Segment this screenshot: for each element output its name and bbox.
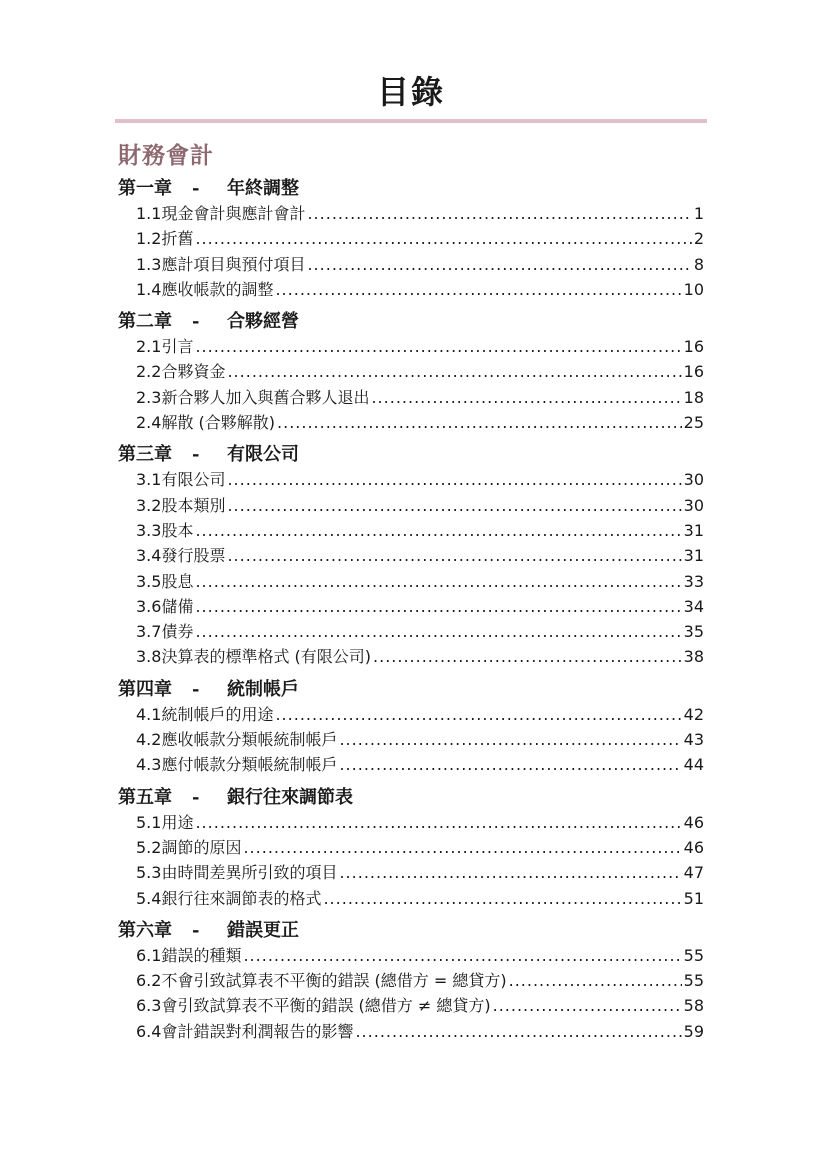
toc-entry[interactable] bbox=[118, 752, 704, 777]
dot-leader bbox=[195, 334, 681, 359]
entry-page-number: 47 bbox=[683, 863, 704, 883]
entry-number: 2.2 bbox=[136, 362, 162, 382]
entry-title: 債券 bbox=[161, 622, 194, 642]
chapter-heading bbox=[118, 919, 704, 943]
toc-entry[interactable] bbox=[118, 226, 704, 251]
toc-entry[interactable] bbox=[118, 993, 704, 1018]
dot-leader bbox=[493, 993, 682, 1018]
entry-page-number: 42 bbox=[683, 704, 704, 724]
entry-title: 決算表的標準格式 (有限公司) bbox=[161, 647, 372, 667]
entry-page-number: 35 bbox=[683, 622, 704, 642]
toc-entry[interactable] bbox=[118, 594, 704, 619]
entry-number: 4.3 bbox=[136, 755, 162, 775]
toc-entry[interactable] bbox=[118, 727, 704, 752]
toc-entry[interactable] bbox=[118, 277, 704, 302]
toc-entry[interactable] bbox=[118, 644, 704, 669]
entry-page-number: 31 bbox=[683, 546, 704, 566]
entry-title: 發行股票 bbox=[161, 546, 226, 566]
entry-number: 3.5 bbox=[136, 571, 162, 591]
entry-title: 股本類別 bbox=[161, 495, 226, 515]
toc-entry[interactable] bbox=[118, 968, 704, 993]
entry-title: 由時間差異所引致的項目 bbox=[161, 863, 338, 883]
chapter-title: 合夥經營 bbox=[227, 311, 299, 333]
entry-title: 合夥資金 bbox=[161, 362, 226, 382]
entry-title: 應付帳款分類帳統制帳戶 bbox=[161, 755, 338, 775]
entry-title: 引言 bbox=[161, 337, 194, 357]
entry-number: 3.1 bbox=[136, 470, 162, 490]
entry-page-number: 55 bbox=[683, 971, 704, 991]
toc-entry[interactable] bbox=[118, 1019, 704, 1044]
chapter-number: 第三章 bbox=[118, 444, 172, 466]
entry-number: 1.3 bbox=[136, 254, 162, 274]
entry-title: 儲備 bbox=[161, 596, 194, 616]
entry-page-number: 46 bbox=[683, 837, 704, 857]
toc-entry[interactable] bbox=[118, 252, 704, 277]
dot-leader bbox=[339, 752, 681, 777]
entry-number: 1.2 bbox=[136, 229, 162, 249]
toc-entry[interactable] bbox=[118, 619, 704, 644]
dot-leader bbox=[275, 702, 681, 727]
chapter-title: 錯誤更正 bbox=[227, 919, 299, 941]
entry-number: 3.2 bbox=[136, 495, 162, 515]
entry-title: 應收帳款分類帳統制帳戶 bbox=[161, 730, 338, 750]
entry-number: 1.1 bbox=[136, 204, 162, 223]
entry-page-number: 38 bbox=[683, 647, 704, 667]
page-title: 目錄 bbox=[376, 73, 445, 111]
entry-page-number: 10 bbox=[683, 279, 704, 299]
dot-leader bbox=[195, 518, 681, 543]
entry-title: 統制帳戶的用途 bbox=[161, 704, 274, 724]
entry-number: 5.1 bbox=[136, 812, 162, 832]
dot-leader bbox=[371, 385, 681, 410]
chapter-heading bbox=[118, 443, 704, 467]
dot-leader bbox=[195, 619, 681, 644]
entry-title: 解散 (合夥解散) bbox=[161, 413, 276, 433]
entry-title: 調節的原因 bbox=[161, 837, 242, 857]
chapter-heading bbox=[118, 310, 704, 334]
entry-title: 有限公司 bbox=[161, 470, 226, 490]
toc-entry[interactable] bbox=[118, 860, 704, 885]
chapter-number: 第五章 bbox=[118, 786, 172, 808]
chapter-title: 統制帳戶 bbox=[227, 678, 299, 700]
entry-page-number: 59 bbox=[683, 1021, 704, 1041]
dot-leader bbox=[307, 201, 691, 226]
dot-leader bbox=[195, 594, 681, 619]
entry-number: 3.7 bbox=[136, 622, 162, 642]
entry-page-number: 33 bbox=[683, 571, 704, 591]
dot-leader bbox=[509, 968, 682, 993]
chapter-dash: - bbox=[192, 786, 200, 808]
entry-title: 折舊 bbox=[161, 229, 194, 249]
entry-page-number: 46 bbox=[683, 812, 704, 832]
dot-leader bbox=[355, 1019, 681, 1044]
chapter-dash: - bbox=[192, 311, 200, 333]
chapter-title: 年終調整 bbox=[227, 178, 299, 199]
entry-number: 5.2 bbox=[136, 837, 162, 857]
dot-leader bbox=[195, 810, 681, 835]
entry-page-number: 16 bbox=[683, 362, 704, 382]
entry-page-number: 51 bbox=[683, 888, 704, 908]
entry-number: 1.4 bbox=[136, 279, 162, 299]
entry-title: 會計錯誤對利潤報告的影響 bbox=[161, 1021, 354, 1041]
dot-leader bbox=[227, 359, 681, 384]
toc-page bbox=[118, 70, 704, 1044]
chapter-heading bbox=[118, 678, 704, 702]
toc-entry[interactable] bbox=[118, 334, 704, 359]
entry-number: 3.4 bbox=[136, 546, 162, 566]
entry-title: 應計項目與預付項目 bbox=[161, 254, 306, 274]
chapter-title: 有限公司 bbox=[227, 444, 299, 466]
chapter-dash: - bbox=[192, 444, 200, 466]
toc-entry[interactable] bbox=[118, 943, 704, 968]
toc-entry[interactable] bbox=[118, 518, 704, 543]
dot-leader bbox=[339, 860, 681, 885]
entry-title: 不會引致試算表不平衡的錯誤 (總借方 = 總貸方) bbox=[161, 971, 507, 991]
chapter-number: 第一章 bbox=[118, 178, 172, 199]
dot-leader bbox=[275, 277, 681, 302]
entry-title: 現金會計與應計會計 bbox=[161, 204, 306, 223]
toc-entry[interactable] bbox=[118, 385, 704, 410]
chapter-dash: - bbox=[192, 178, 200, 199]
entry-page-number: 43 bbox=[683, 730, 704, 750]
entry-number: 4.2 bbox=[136, 730, 162, 750]
entry-page-number: 55 bbox=[683, 945, 704, 965]
dot-leader bbox=[227, 467, 681, 492]
dot-leader bbox=[243, 835, 681, 860]
toc-entry[interactable] bbox=[118, 467, 704, 492]
entry-page-number: 44 bbox=[683, 755, 704, 775]
entry-title: 會引致試算表不平衡的錯誤 (總借方 ≠ 總貸方) bbox=[161, 996, 491, 1016]
entry-title: 新合夥人加入與舊合夥人退出 bbox=[161, 387, 370, 407]
dot-leader bbox=[227, 543, 681, 568]
entry-title: 股息 bbox=[161, 571, 194, 591]
toc-entry[interactable] bbox=[118, 410, 704, 435]
entry-number: 6.3 bbox=[136, 996, 162, 1016]
chapter-number: 第四章 bbox=[118, 678, 172, 700]
chapter-heading bbox=[118, 177, 704, 201]
toc-entry[interactable] bbox=[118, 810, 704, 835]
dot-leader bbox=[323, 886, 681, 911]
entry-page-number: 1 bbox=[693, 204, 704, 223]
entry-page-number: 8 bbox=[693, 254, 704, 274]
entry-page-number: 31 bbox=[683, 520, 704, 540]
entry-title: 應收帳款的調整 bbox=[161, 279, 274, 299]
toc-entry[interactable] bbox=[118, 543, 704, 568]
entry-number: 3.8 bbox=[136, 647, 162, 667]
entry-number: 2.1 bbox=[136, 337, 162, 357]
chapter-heading bbox=[118, 786, 704, 810]
entry-page-number: 25 bbox=[683, 413, 704, 433]
entry-number: 3.3 bbox=[136, 520, 162, 540]
entry-number: 6.1 bbox=[136, 945, 162, 965]
entry-title: 股本 bbox=[161, 520, 194, 540]
dot-leader bbox=[227, 493, 681, 518]
dot-leader bbox=[277, 410, 682, 435]
entry-number: 2.3 bbox=[136, 387, 162, 407]
entry-number: 2.4 bbox=[136, 413, 162, 433]
entry-number: 6.4 bbox=[136, 1021, 162, 1041]
toc-entry[interactable] bbox=[118, 493, 704, 518]
toc-entry[interactable] bbox=[118, 886, 704, 911]
toc-entry[interactable] bbox=[118, 201, 704, 226]
chapter-dash: - bbox=[192, 678, 200, 700]
toc-entry[interactable] bbox=[118, 569, 704, 594]
title-divider bbox=[115, 119, 707, 123]
toc-entry[interactable] bbox=[118, 702, 704, 727]
entry-page-number: 18 bbox=[683, 387, 704, 407]
entry-number: 4.1 bbox=[136, 704, 162, 724]
toc-entry[interactable] bbox=[118, 835, 704, 860]
entry-number: 6.2 bbox=[136, 971, 162, 991]
entry-number: 5.3 bbox=[136, 863, 162, 883]
chapter-number: 第六章 bbox=[118, 919, 172, 941]
chapter-title: 銀行往來調節表 bbox=[227, 786, 353, 808]
dot-leader bbox=[339, 727, 681, 752]
entry-page-number: 16 bbox=[683, 337, 704, 357]
entry-page-number: 30 bbox=[683, 495, 704, 515]
section-heading: 財務會計 bbox=[118, 142, 214, 169]
chapter-dash: - bbox=[192, 919, 200, 941]
dot-leader bbox=[373, 644, 682, 669]
entry-title: 銀行往來調節表的格式 bbox=[161, 888, 322, 908]
entry-page-number: 34 bbox=[683, 596, 704, 616]
toc-entry[interactable] bbox=[118, 359, 704, 384]
entry-page-number: 2 bbox=[693, 229, 704, 249]
entry-title: 用途 bbox=[161, 812, 194, 832]
toc-list bbox=[118, 177, 704, 1044]
entry-title: 錯誤的種類 bbox=[161, 945, 242, 965]
entry-page-number: 30 bbox=[683, 470, 704, 490]
chapter-number: 第二章 bbox=[118, 311, 172, 333]
entry-number: 5.4 bbox=[136, 888, 162, 908]
dot-leader bbox=[307, 252, 691, 277]
entry-number: 3.6 bbox=[136, 596, 162, 616]
entry-page-number: 58 bbox=[683, 996, 704, 1016]
dot-leader bbox=[195, 226, 691, 251]
dot-leader bbox=[243, 943, 681, 968]
dot-leader bbox=[195, 569, 681, 594]
